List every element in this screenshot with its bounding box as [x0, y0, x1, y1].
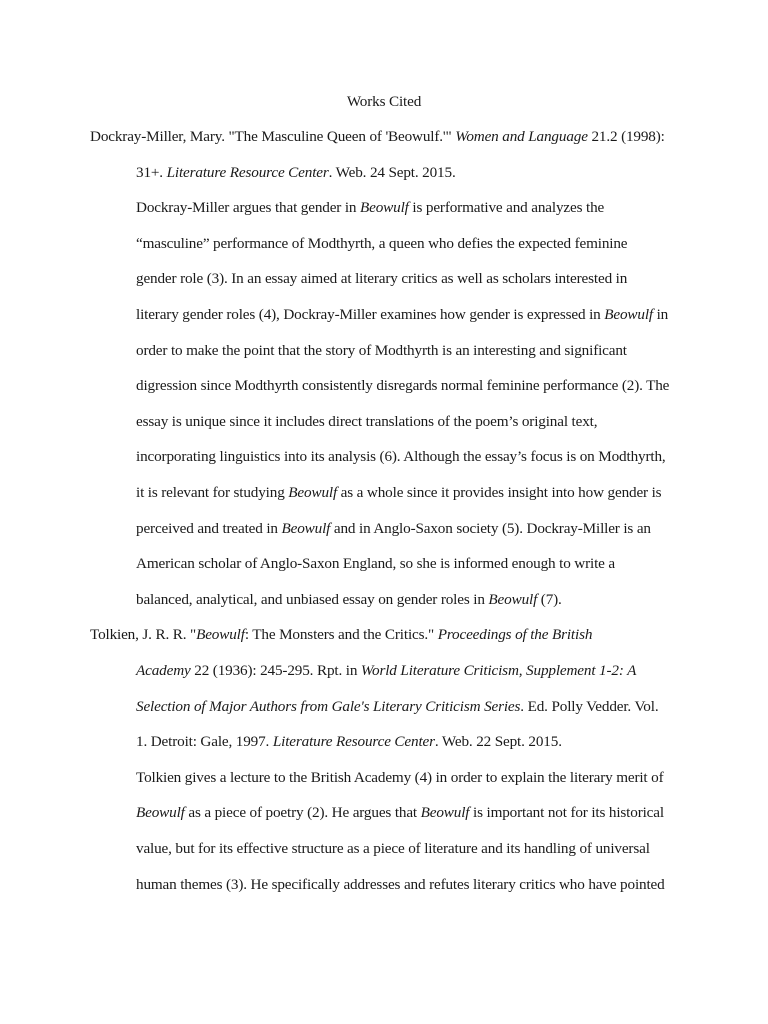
annotation-line — [136, 839, 650, 859]
text-run: gender role (3). In an essay aimed at literary critics as well as scholars interested in — [136, 270, 628, 287]
annotation-line — [136, 590, 562, 610]
italic-title: Beowulf — [420, 804, 470, 821]
annotation-line — [136, 412, 597, 432]
citation-first-line — [90, 127, 665, 147]
page-title: Works Cited — [346, 93, 422, 110]
italic-title: Literature Resource Center — [166, 164, 329, 181]
italic-title: Beowulf — [488, 591, 538, 608]
italic-title: Beowulf — [604, 306, 653, 323]
text-run: 1. Detroit: Gale, 1997. — [136, 733, 273, 750]
text-run: American scholar of Anglo-Saxon England, so she is informed enough to write a — [136, 555, 615, 572]
text-run: 21.2 (1998): — [587, 128, 665, 145]
annotation-line — [136, 768, 664, 788]
italic-title: Beowulf — [196, 626, 245, 643]
italic-title: Beowulf — [360, 199, 409, 216]
annotation-line — [136, 305, 668, 325]
italic-title: Beowulf — [288, 484, 338, 501]
text-run: (7). — [537, 591, 562, 608]
annotation-line — [136, 483, 661, 503]
italic-title: Selection of Major Authors from Gale's Literary Criticism Series — [136, 698, 521, 715]
italic-title: Beowulf — [136, 804, 185, 821]
annotation-line — [136, 875, 665, 895]
text-run: literary gender roles (4), Dockray-Miller examines how gender is expressed in — [136, 306, 605, 323]
italic-title: Beowulf — [281, 520, 331, 537]
italic-title: Proceedings of the British — [437, 626, 593, 643]
text-run: incorporating linguistics into its analysis (6). Although the essay’s focus is on Modthyrth, — [136, 448, 666, 465]
text-run: Tolkien gives a lecture to the British Academy (4) in order to explain the literary merit of — [136, 769, 664, 786]
italic-title: Women and Language — [455, 128, 588, 145]
citation-line — [136, 697, 658, 717]
text-run: “masculine” performance of Modthyrth, a queen who defies the expected feminine — [136, 235, 628, 252]
citation-line — [136, 732, 562, 752]
text-run: digression since Modthyrth consistently disregards normal feminine performance (2). The — [136, 377, 670, 394]
text-run: human themes (3). He specifically addresses and refutes literary critics who have pointed — [136, 876, 665, 893]
citation-line — [136, 661, 636, 681]
text-run: and in Anglo-Saxon society (5). Dockray-Miller is an — [330, 520, 651, 537]
text-run: value, but for its effective structure as a piece of literature and its handling of universal — [136, 840, 650, 857]
annotation-line — [136, 198, 604, 218]
text-run: 31+. — [136, 164, 167, 181]
text-run: . Web. 24 Sept. 2015. — [328, 164, 456, 181]
citation-line — [136, 163, 456, 183]
italic-title: World Literature Criticism, Supplement 1-2: A — [360, 662, 637, 679]
text-run: : The Monsters and the Critics." — [244, 626, 438, 643]
text-run: in — [652, 306, 669, 323]
annotation-line — [136, 376, 669, 396]
text-run: 22 (1936): 245-295. Rpt. in — [190, 662, 361, 679]
text-run: Dockray-Miller argues that gender in — [136, 199, 361, 216]
italic-title: Academy — [136, 662, 191, 679]
text-run: order to make the point that the story of Modthyrth is an interesting and significant — [136, 342, 627, 359]
text-run: . Web. 22 Sept. 2015. — [434, 733, 562, 750]
text-run: . Ed. Polly Vedder. Vol. — [520, 698, 659, 715]
text-run: as a whole since it provides insight into how gender is — [337, 484, 662, 501]
annotation-line — [136, 341, 627, 361]
citation-first-line — [90, 625, 592, 645]
annotation-line — [136, 554, 615, 574]
text-run: perceived and treated in — [136, 520, 282, 537]
text-run: as a piece of poetry (2). He argues that — [184, 804, 421, 821]
text-run: Dockray-Miller, Mary. "The Masculine Queen of 'Beowulf.'" — [90, 128, 456, 145]
text-run: it is relevant for studying — [136, 484, 289, 501]
annotation-line — [136, 447, 666, 467]
annotation-line — [136, 803, 664, 823]
annotation-line — [136, 234, 627, 254]
text-run: Tolkien, J. R. R. " — [90, 626, 197, 643]
annotation-line — [136, 269, 627, 289]
text-run: is important not for its historical — [469, 804, 664, 821]
text-run: is performative and analyzes the — [408, 199, 605, 216]
italic-title: Literature Resource Center — [272, 733, 435, 750]
text-run: essay is unique since it includes direct translations of the poem’s original text, — [136, 413, 598, 430]
annotation-line — [136, 519, 651, 539]
text-run: balanced, analytical, and unbiased essay on gender roles in — [136, 591, 489, 608]
